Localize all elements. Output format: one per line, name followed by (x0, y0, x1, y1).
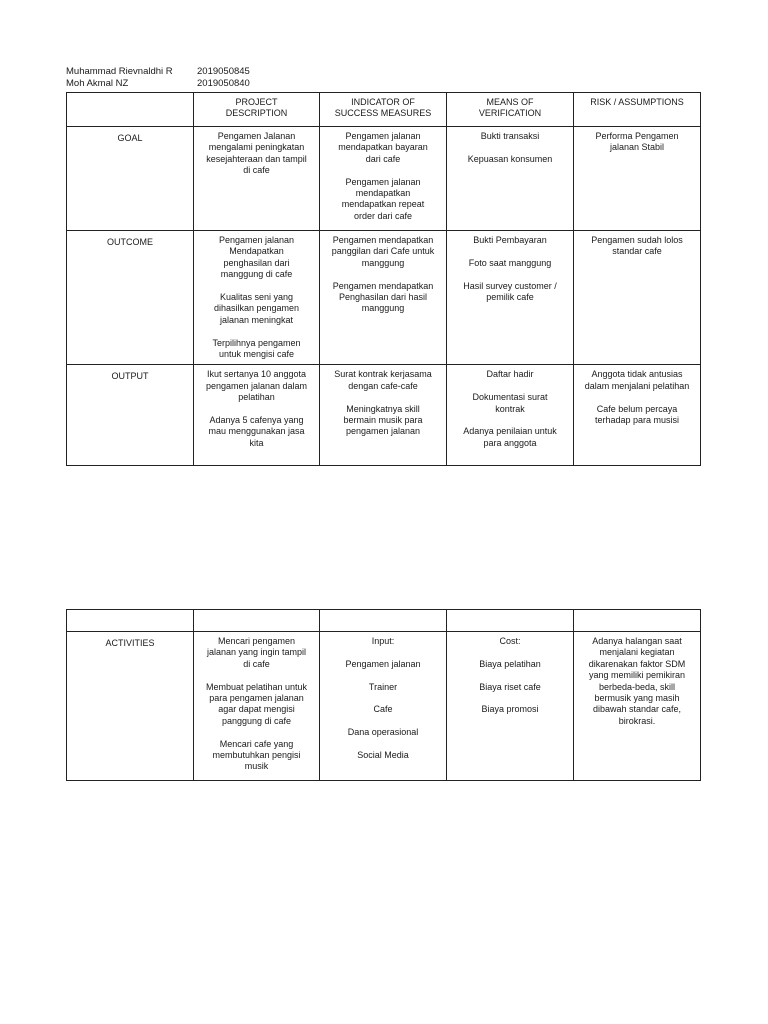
cell-text: Foto saat manggung (468, 257, 552, 268)
header-label: PROJECT DESCRIPTION (225, 97, 288, 119)
cell-text: Adanya penilaian untuk para anggota (463, 426, 557, 448)
table-cell (194, 231, 320, 365)
empty-cell (194, 610, 320, 632)
cell-text: Bukti Pembayaran (473, 235, 547, 245)
cell-text: Performa Pengamen jalanan Stabil (595, 131, 679, 153)
empty-cell (320, 610, 447, 632)
cell-text: Input: (371, 636, 395, 646)
column-header (574, 93, 701, 127)
cell-text: Biaya pelatihan (479, 658, 541, 669)
cell-text: Terpilihnya pengamen untuk mengisi cafe (212, 337, 301, 360)
empty-cell (67, 610, 194, 632)
row-label: OUTPUT (67, 365, 194, 466)
table-cell (194, 127, 320, 231)
cell-text: Bukti transaksi (480, 131, 540, 141)
author-block (66, 66, 250, 90)
author-name: Moh Akmal NZ (66, 78, 129, 89)
cell-text: Mencari cafe yang membutuhkan pengisi musik (212, 738, 301, 772)
header-corner-cell (67, 93, 194, 127)
author-name: Muhammad Rievnaldhi R (66, 66, 173, 77)
table-cell (447, 632, 574, 781)
cell-text: Cost: (499, 636, 521, 646)
table-row (67, 365, 701, 466)
row-label: GOAL (67, 127, 194, 231)
cell-text: Pengamen Jalanan mengalami peningkatan kesejahteraan dan tampil di cafe (206, 131, 307, 176)
cell-text: Membuat pelatihan untuk para pengamen jalanan agar dapat mengisi panggung di cafe (205, 681, 308, 726)
author-id: 2019050840 (197, 78, 250, 89)
cell-text: Pengamen jalanan (345, 658, 421, 669)
cell-text: Kepuasan konsumen (467, 153, 553, 164)
table-cell (194, 365, 320, 466)
table-cell (447, 231, 574, 365)
author-row (66, 78, 250, 90)
author-row (66, 66, 250, 78)
empty-header-row (67, 610, 701, 632)
table-cell (574, 127, 701, 231)
table-cell (574, 231, 701, 365)
cell-text: Cafe (373, 704, 393, 715)
empty-cell (447, 610, 574, 632)
cell-text: Trainer (368, 681, 398, 692)
table-cell (320, 127, 447, 231)
header-label: MEANS OF VERIFICATION (478, 97, 542, 119)
table-row (67, 632, 701, 781)
table-cell (574, 365, 701, 466)
table-cell (320, 365, 447, 466)
table-row (67, 231, 701, 365)
cell-text: Cafe belum percaya terhadap para musisi (594, 403, 680, 426)
cell-text: Surat kontrak kerjasama dengan cafe-cafe (334, 369, 432, 391)
cell-text: Dokumentasi surat kontrak (472, 392, 548, 414)
cell-text: Pengamen jalanan Mendapatkan penghasilan dari manggung di cafe (218, 235, 295, 280)
cell-text: Pengamen mendapatkan panggilan dari Cafe untuk manggung (331, 235, 435, 268)
row-label: ACTIVITIES (67, 632, 194, 781)
cell-text: Meningkatnya skill bermain musik para pengamen jalanan (343, 403, 423, 437)
empty-cell (574, 610, 701, 632)
cell-text: Mencari pengamen jalanan yang ingin tampil di cafe (206, 636, 307, 669)
cell-text: Pengamen jalanan mendapatkan mendapatkan repeat order dari cafe (341, 176, 425, 221)
cell-text: Social Media (357, 749, 409, 760)
cell-text: Hasil survey customer / pemilik cafe (463, 280, 557, 302)
table-cell (320, 632, 447, 781)
cell-text: Kualitas seni yang dihasilkan pengamen jalanan meningkat (213, 292, 300, 325)
cell-text: Pengamen jalanan mendapatkan bayaran dari cafe (338, 131, 428, 164)
column-header (194, 93, 320, 127)
table-cell (320, 231, 447, 365)
header-label: INDICATOR OF SUCCESS MEASURES (334, 97, 432, 119)
cell-text: Adanya 5 cafenya yang mau menggunakan jasa kita (208, 415, 305, 448)
table-cell (447, 127, 574, 231)
logframe-table (66, 92, 701, 466)
table-row (67, 127, 701, 231)
cell-text: Pengamen sudah lolos standar cafe (591, 235, 683, 257)
header-row (67, 93, 701, 127)
cell-text: Daftar hadir (486, 369, 534, 380)
author-id: 2019050845 (197, 66, 250, 77)
column-header (320, 93, 447, 127)
cell-text: Adanya halangan saat menjalani kegiatan dikarenakan faktor SDM yang memiliki pemikiran berbeda-beda, skill bermusik yang masih dibawah standar cafe, birokrasi. (588, 636, 686, 726)
cell-text: Biaya promosi (481, 704, 539, 715)
activities-table (66, 609, 701, 781)
cell-text: Anggota tidak antusias dalam menjalani pelatihan (584, 369, 690, 391)
cell-text: Ikut sertanya 10 anggota pengamen jalanan dalam pelatihan (205, 369, 308, 403)
table-cell (574, 632, 701, 781)
table-cell (194, 632, 320, 781)
header-label: RISK / ASSUMPTIONS (590, 97, 684, 107)
cell-text: Biaya riset cafe (479, 681, 541, 692)
cell-text: Dana operasional (347, 727, 419, 738)
table-cell (447, 365, 574, 466)
column-header (447, 93, 574, 127)
row-label: OUTCOME (67, 231, 194, 365)
cell-text: Pengamen mendapatkan Penghasilan dari hasil manggung (332, 280, 434, 314)
